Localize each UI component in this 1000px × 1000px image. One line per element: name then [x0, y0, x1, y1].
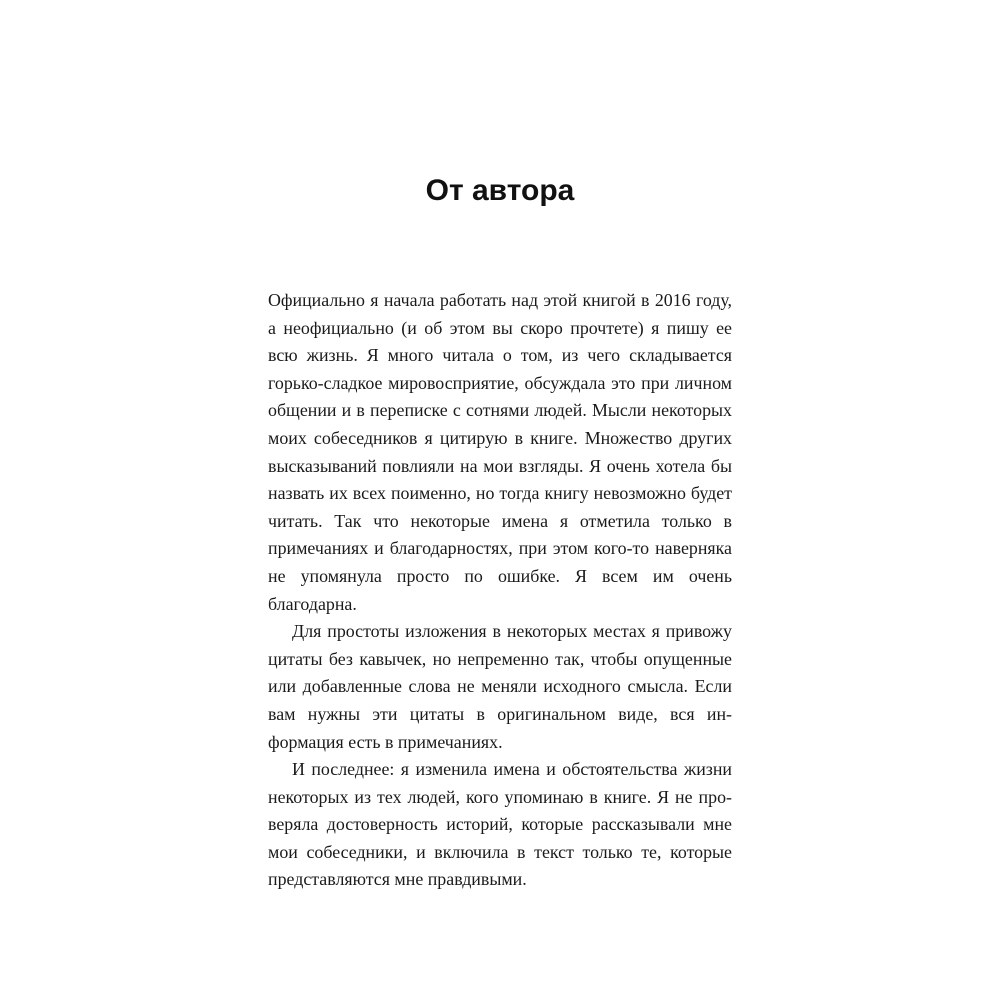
- body-text: [268, 287, 732, 894]
- paragraph-2: Для простоты изложения в некоторых местах я привожу цитаты без кавычек, но непременно так, чтобы опущенные или добавленные слова не меняли исходного смысла. Если вам нужны эти цитаты в оригинальном виде, вся информация есть в примечаниях.: [268, 621, 732, 752]
- page-title: От автора: [425, 174, 575, 207]
- paragraph-1: Официально я начала работать над этой книгой в 2016 году, а неофициально (и об этом вы скоро прочтете) я пишу ее всю жизнь. Я много читала о том, из чего складывается горько-сладкое мировосприятие, обсуждала это при личном общении и в переписке с сотнями людей. Мысли некоторых моих собеседников я цитирую в книге. Множество других высказываний повлияли на мои взгляды. Я очень хотела бы назвать их всех поименно, но тогда книгу невозможно будет читать. Так что некоторые имена я отметила только в примечаниях и благодарностях, при этом кого-то наверняка не упомянула просто по ошибке. Я всем им очень благодарна.: [268, 290, 732, 614]
- paragraph-3: И последнее: я изменила имена и обстоятельства жизни некоторых из тех людей, кого упоминаю в книге. Я не проверяла достоверность историй, которые рассказывали мне мои собеседники, и включила в текст только те, которые представляются мне правдивыми.: [268, 759, 732, 890]
